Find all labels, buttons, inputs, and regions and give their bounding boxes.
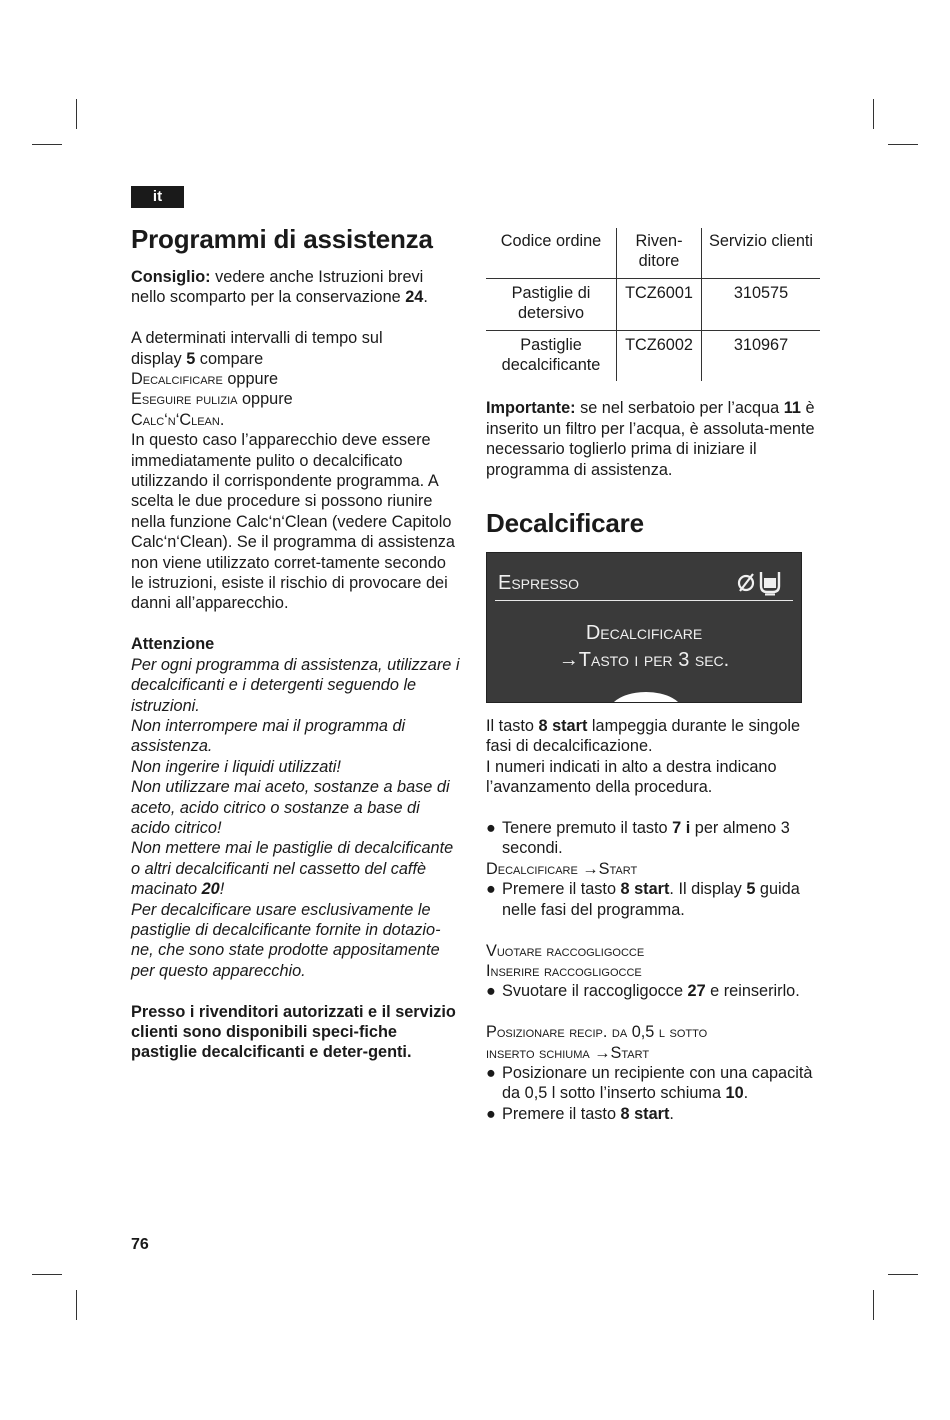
display-message: Vuotare raccogligocce: [486, 941, 645, 960]
intro-paragraph: A determinati intervalli di tempo sul display 5 compare Decalcificare oppure Eseguire pulizia oppure Calc‘n‘Clean.: [131, 329, 383, 429]
display-message-calc: Calc‘n‘Clean.: [131, 410, 225, 429]
attention-item: Non interrompere mai il programma di assistenza.: [131, 716, 406, 756]
crop-mark: [32, 144, 62, 145]
attention-item: Per decalcificare usare esclusivamente le pastiglie di decalcificante fornite in dotazio-ne, che sono state prodotte appositamente per questo apparecchio.: [131, 900, 441, 980]
section-title: Programmi di assistenza: [131, 224, 433, 254]
table-row: [486, 228, 820, 278]
display-message: Posizionare recip. da 0,5 l sotto: [486, 1023, 708, 1042]
display-scroll-knob: [609, 692, 683, 703]
attention-item: Per ogni programma di assistenza, utilizzare i decalcificanti e i detergenti seguendo le istruzioni.: [131, 655, 460, 715]
crop-mark: [32, 1274, 62, 1275]
attention-item: Non ingerire i liquidi utilizzati!: [131, 757, 341, 776]
bullet-icon: ●: [486, 1104, 496, 1123]
table-row: [486, 330, 820, 381]
table-cell: 310967: [702, 330, 821, 381]
table-cell: 310575: [702, 278, 821, 330]
step-item: ● Premere il tasto 8 start. Il display 5 guida nelle fasi del programma.: [486, 880, 800, 919]
language-tag: it: [131, 186, 184, 208]
display-message-decalc: Decalcificare: [131, 370, 223, 389]
display-instruction: →Tasto i per 3 sec.: [558, 649, 730, 672]
display-message: Decalcificare: [585, 622, 703, 645]
table-cell: Pastiglie di detersivo: [486, 278, 617, 330]
table-header: Servizio clienti: [708, 232, 814, 250]
right-column: [486, 228, 826, 1124]
attention-title: Attenzione: [131, 635, 215, 654]
table-row: [486, 278, 820, 330]
bullet-icon: ●: [486, 819, 496, 838]
order-code-table: [486, 228, 820, 381]
crop-mark: [873, 99, 874, 129]
crop-mark: [76, 99, 77, 129]
bullet-icon: ●: [486, 982, 496, 1001]
display-divider: [495, 600, 793, 601]
decalc-title: Decalcificare: [486, 508, 644, 539]
step-item: ● Svuotare il raccogligocce 27 e reinserirlo.: [486, 982, 800, 1001]
bullet-icon: ●: [486, 1063, 496, 1082]
filter-cup-icon: [737, 568, 787, 596]
table-cell: TCZ6001: [617, 278, 702, 330]
display-message: Decalcificare →Start: [486, 859, 638, 878]
page-number: 76: [131, 1236, 149, 1253]
step-item: ● Premere il tasto 8 start.: [486, 1104, 674, 1123]
crop-mark: [888, 1274, 918, 1275]
table-cell: TCZ6002: [617, 330, 702, 381]
important-paragraph: Importante: se nel serbatoio per l’acqua 11 è inserito un filtro per l’acqua, è assoluta-mente necessario toglierlo prima di iniziare il programma di assistenza.: [486, 399, 815, 479]
display-message-clean: Eseguire pulizia: [131, 390, 238, 409]
info-paragraph: I numeri indicati in alto a destra indicano l’avanzamento della procedura.: [486, 757, 777, 797]
closing-note: Presso i rivenditori autorizzati e il servizio clienti sono disponibili speci-fiche pastiglie decalcificanti e deter-genti.: [131, 1002, 456, 1062]
table-cell: Pastiglie decalcificante: [486, 330, 617, 381]
table-header: Codice ordine: [500, 232, 602, 250]
device-display: [486, 552, 802, 703]
crop-mark: [873, 1290, 874, 1320]
display-message: inserto schiuma →Start: [486, 1043, 650, 1062]
tip-paragraph: Consiglio: vedere anche Istruzioni brevi nello scomparto per la conservazione 24.: [131, 268, 428, 307]
crop-mark: [888, 144, 918, 145]
display-top-label: Espresso: [498, 572, 580, 595]
body-paragraph: In questo caso l’apparecchio deve essere immediatamente pulito o decalcificato utilizzando il corrispondente programma. A scelta le due procedure si possono riunire nella funzione Calc‘n‘Clean (vedere Capitolo Calc‘n‘Clean). Se il programma di assistenza non viene utilizzato corret-tamente secondo le istruzioni, esiste il rischio di provocare dei danni all’apparecchio.: [131, 431, 455, 613]
step-item: ● Posizionare un recipiente con una capacità da 0,5 l sotto l’inserto schiuma 10.: [486, 1063, 813, 1103]
attention-item: Non mettere mai le pastiglie di decalcificante o altri decalcificanti nel cassetto del caffè macinato 20!: [131, 839, 454, 899]
display-message: Inserire raccogligocce: [486, 961, 642, 980]
step-item: ● Tenere premuto il tasto 7 i per almeno 3 secondi.: [486, 819, 790, 858]
left-column: [131, 222, 461, 1063]
table-header: Riven-ditore: [617, 228, 702, 278]
display-status-icons: [737, 568, 787, 601]
info-paragraph: Il tasto 8 start lampeggia durante le singole fasi di decalcificazione.: [486, 717, 801, 756]
attention-item: Non utilizzare mai aceto, sostanze a base di aceto, acido citrico o sostanze a base di acido citrico!: [131, 778, 450, 837]
bullet-icon: ●: [486, 880, 496, 899]
crop-mark: [76, 1290, 77, 1320]
